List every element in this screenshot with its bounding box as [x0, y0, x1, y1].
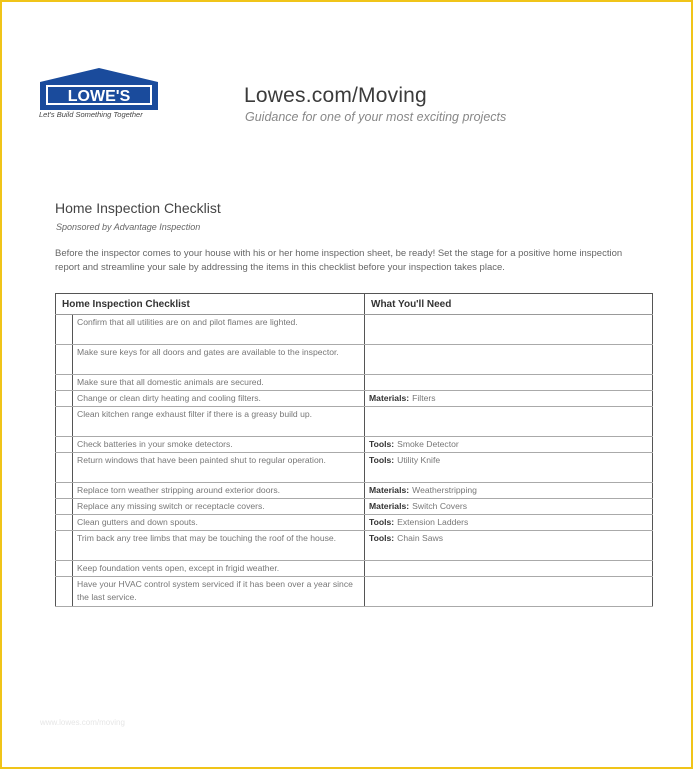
needs-cell	[365, 531, 653, 561]
table-row	[56, 499, 653, 515]
table-row	[56, 561, 653, 577]
needs-value: Extension Ladders	[397, 517, 469, 527]
checkbox-cell[interactable]	[56, 437, 73, 453]
needs-value: Smoke Detector	[397, 439, 459, 449]
checklist-table	[55, 293, 653, 607]
table-row	[56, 375, 653, 391]
checkbox-cell[interactable]	[56, 483, 73, 499]
needs-label: Tools:	[369, 517, 395, 527]
lowes-logo	[40, 68, 158, 110]
checkbox-cell[interactable]	[56, 391, 73, 407]
column-header-checklist: Home Inspection Checklist	[56, 294, 365, 315]
checkbox-cell[interactable]	[56, 407, 73, 437]
needs-cell	[365, 577, 653, 607]
site-subtitle: Guidance for one of your most exciting projects	[245, 110, 507, 124]
column-header-needs: What You'll Need	[365, 294, 653, 315]
needs-value: Weatherstripping	[412, 485, 477, 495]
task-text: Clean gutters and down spouts.	[73, 515, 365, 531]
needs-cell	[365, 315, 653, 345]
needs-value: Utility Knife	[397, 455, 441, 465]
intro-paragraph: Before the inspector comes to your house with his or her home inspection sheet, be ready! Set the stage for a positive home inspection report and streamline your sale by addressing the items in this checklist before your inspection takes place.	[55, 248, 623, 273]
task-text: Check batteries in your smoke detectors.	[73, 437, 365, 453]
needs-label: Materials:	[369, 485, 410, 495]
task-text: Keep foundation vents open, except in frigid weather.	[73, 561, 365, 577]
svg-text:LOWE'S: LOWE'S	[67, 88, 131, 105]
needs-cell	[365, 499, 653, 515]
task-text: Confirm that all utilities are on and pilot flames are lighted.	[73, 315, 365, 345]
site-title[interactable]: Lowes.com/Moving	[244, 84, 427, 107]
task-text: Make sure that all domestic animals are secured.	[73, 375, 365, 391]
checkbox-cell[interactable]	[56, 345, 73, 375]
task-text: Clean kitchen range exhaust filter if there is a greasy build up.	[73, 407, 365, 437]
needs-cell	[365, 391, 653, 407]
needs-cell	[365, 375, 653, 391]
task-text: Return windows that have been painted shut to regular operation.	[73, 453, 365, 483]
checkbox-cell[interactable]	[56, 561, 73, 577]
document-title: Home Inspection Checklist	[55, 200, 221, 216]
faint-watermark: www.lowes.com/moving	[40, 718, 125, 727]
needs-label: Materials:	[369, 501, 410, 511]
needs-cell	[365, 483, 653, 499]
needs-label: Tools:	[369, 439, 395, 449]
needs-label: Tools:	[369, 455, 395, 465]
table-row	[56, 483, 653, 499]
table-row	[56, 345, 653, 375]
checkbox-cell[interactable]	[56, 375, 73, 391]
needs-cell	[365, 437, 653, 453]
needs-cell	[365, 453, 653, 483]
needs-cell	[365, 345, 653, 375]
table-row	[56, 453, 653, 483]
checkbox-cell[interactable]	[56, 315, 73, 345]
needs-value: Chain Saws	[397, 533, 443, 543]
table-row	[56, 391, 653, 407]
table-row	[56, 437, 653, 453]
checkbox-cell[interactable]	[56, 577, 73, 607]
task-text: Have your HVAC control system serviced if it has been over a year since the last service.	[73, 577, 365, 607]
needs-label: Tools:	[369, 533, 395, 543]
needs-cell	[365, 407, 653, 437]
checkbox-cell[interactable]	[56, 499, 73, 515]
needs-cell	[365, 515, 653, 531]
task-text: Replace any missing switch or receptacle covers.	[73, 499, 365, 515]
table-row	[56, 515, 653, 531]
checkbox-cell[interactable]	[56, 453, 73, 483]
table-row	[56, 315, 653, 345]
table-row	[56, 407, 653, 437]
table-header-row	[56, 294, 653, 315]
needs-cell	[365, 561, 653, 577]
task-text: Make sure keys for all doors and gates are available to the inspector.	[73, 345, 365, 375]
task-text: Change or clean dirty heating and cooling filters.	[73, 391, 365, 407]
needs-value: Filters	[412, 393, 436, 403]
table-row	[56, 577, 653, 607]
needs-label: Materials:	[369, 393, 410, 403]
logo-tagline: Let's Build Something Together	[39, 110, 143, 119]
checkbox-cell[interactable]	[56, 531, 73, 561]
task-text: Trim back any tree limbs that may be touching the roof of the house.	[73, 531, 365, 561]
task-text: Replace torn weather stripping around exterior doors.	[73, 483, 365, 499]
checkbox-cell[interactable]	[56, 515, 73, 531]
table-row	[56, 531, 653, 561]
needs-value: Switch Covers	[412, 501, 468, 511]
document-sponsor: Sponsored by Advantage Inspection	[56, 222, 201, 232]
